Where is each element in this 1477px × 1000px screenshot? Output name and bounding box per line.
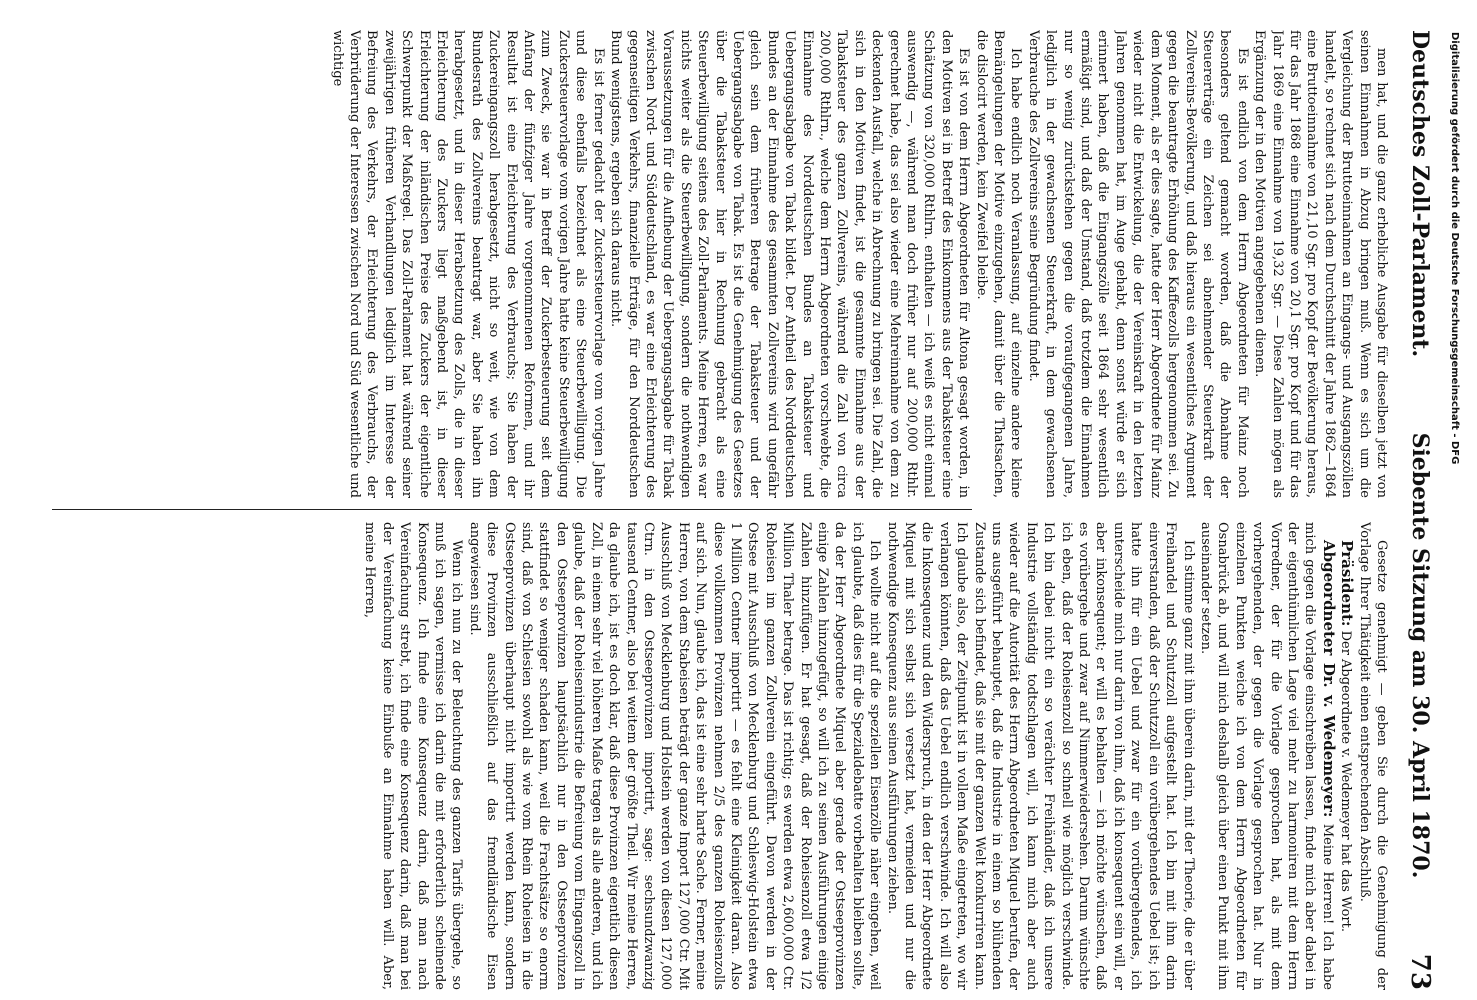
paragraph: Es ist ferner gedacht der Zuckersteuervorlage vom vorigen Jahre und diese ebenfalls bezeichnet als eine Steuerbewilligung. Die Zuckersteuervorlage vom vorigen Jahre hatte keine Steuerbewilligung zum Zweck, sie war in Betreff der Zuckerbesteuerung seit dem Anfang der fünfziger Jahre vorgenommenen Reformen, und ihr Resultat ist eine Erleichterung des Verbrauchs; Sie haben der Zuckereingangszoll herabgesetzt, nicht so weit, wie von dem Bundesrath des Zollvereins beantragt war, aber Sie haben ihn herabgesetzt, und in dieser Herabsetzung des Zolls, die in dieser Erleichterung des Zuckers liegt maßgebend ist, in dieser Erleichterung der inländischen Preise des Zuckers der eigentliche Schwerpunkt der Maßregel. Das Zoll-Parlament hat während seiner zweijährigen früheren Verhandlungen lediglich im Interesse der Befreiung des Verkehrs, der Erleichterung des Verbrauchs, der Verbrüderung der Interessen zwischen Nord und Süd wesentliche und wichtige	[329, 30, 606, 498]
credit-text: Digitalisierung gefördert durch die Deutsche Forschungsgemeinschaft - DFG	[1449, 32, 1461, 465]
paragraph: Wenn ich nun zu der Beleuchtung des ganzen Tarifs übergehe, so muß ich sagen, vermisse ich darin die mit erforderlich scheinende Konsequenz. Ich finde eine Konsequenz darin, daß man nach Vereinfachung strebt, ich finde eine Konsequenz darin, daß man bei der Vereinfachung keine Einbuße an Einnahme haben will. Aber, meine Herren,	[362, 522, 465, 990]
page-header	[1398, 30, 1442, 990]
speech-text: Der Abgeordnete v. Wedemeyer hat das Wort.	[1338, 626, 1354, 932]
paragraph: Gesetze genehmigt — geben Sie durch die Genehmigung der Vorlage Ihrer Thätigkeit einen entsprechenden Abschluß.	[1356, 522, 1389, 990]
newspaper-page	[30, 30, 1442, 990]
speech-text: Meine Herren! Ich habe mich gegen die Vorlage einschreiben lassen, finde mich aber dabei in der eigenthümlichen Lage viel mehr zu harmoniren mit dem Herrn Vorredner, der für die Vorlage gesprochen hat, als mit dem vorhergehenden, der gegen die Vorlage gesprochen hat. Nur in einzelnen Punkten weiche ich von dem Herrn Abgeordneten für Osnabrück ab, und will mich deshalb gleich über einen Punkt mit ihm auseinander setzen.	[1197, 522, 1335, 990]
paragraph	[1337, 522, 1355, 990]
header-publication: Deutsches Zoll-Parlament.	[1407, 30, 1433, 358]
paragraph: Ich habe endlich noch Veranlassung, auf einzelne andere kleine Bemängelungen der Motive einzugehen, damit über die Thatsachen, die dislocirt werden, kein Zweifel bleibe.	[973, 30, 1024, 498]
paragraph: men hat, und die ganz erhebliche Ausgabe für dieselben jetzt von seinen Einnahmen in Abzug bringen muß. Wenn es sich um die Vergleichung der Bruttoeinnahmen an Eingangs- und Ausgangszöllen handelt, so rechnet sich nach dem Durchschnitt der Jahre 1862—1864 eine Bruttoeinnahme von 21,10 Sgr. pro Kopf der Bevölkerung heraus, für das Jahr 1868 eine Einnahme von 20,1 Sgr. pro Kopf und für das Jahr 1869 eine Einnahme von 19,32 Sgr. — Diese Zahlen mögen als Ergänzung der in den Motiven angegebenen dienen.	[1252, 30, 1389, 498]
speaker-name: Präsident:	[1338, 540, 1357, 627]
digitization-credit	[1438, 20, 1472, 980]
paragraph: Ich stimme ganz mit ihm überein darin, mit der Theorie, die er über Freihandel und Schutzzoll aufgestellt hat. Ich bin mit ihm darin einverstanden, daß der Schutzzoll ein vorübergehendes Uebel ist; ich hatte ihn für ein Uebel und zwar für ein vorübergehendes, ich unterscheide mich nur darin von ihm, daß ich konsequent sein will, er aber inkonsequent; er will es behalten — ich möchte wünschen, daß es vorübergehe und zwar auf Nimmerwiedersehen. Darum wünschte ich eben, daß der Roheisenzoll so schnell wie möglich verschwinde. Ich bin dabei nicht ein so verächter Freihändler, daß ich unsere Industrie vollständig todtschlagen will, ich kann mich aber auch wieder auf die Autorität des Herrn Abgeordneten Miquel berufen, der uns ausgeführt behauptet, daß die Industrie in einem so blühenden Zustande sich befindet, daß sie mit der ganzen Welt konkurriren kann. Ich glaube also, der Zeitpunkt ist in vollem Maße eingetreten, wo wir verlangen könnten, daß das Uebel endlich verschwinde. Ich will also die Inkonsequenz und den Widerspruch, in den der Herr Abgeordnete Miquel mit sich selbst sich versetzt hat, vermeiden und nur die nothwendige Konsequenz aus seinen Ausführungen ziehen.	[884, 522, 1196, 990]
header-session: Siebente Sitzung am 30. April 1870.	[1407, 432, 1433, 879]
paragraph	[1197, 522, 1337, 990]
paragraph: Es ist von dem Herrn Abgeordneten für Altona gesagt worden, in den Motiven sei in Betreff des Einkommens aus der Tabaksteuer eine Schätzung von 320,000 Rthlrn. enthalten — ich weiß es nicht einmal auswendig —, während man doch früher nur auf 200,000 Rthlr. gerechnet habe, das sei also wieder eine Mehreinnahme von dem zu deckenden Ausfall, welche in Abrechnung zu bringen sei. Die Zahl, die sich in den Motiven findet, ist die gesammte Einnahme aus der Tabaksteuer des ganzen Zollvereins, während die Zahl von circa 200,000 Rthlrn., welche dem Herrn Abgeordneten vorschwebte, die Einnahme des Norddeutschen Bundes an Tabaksteuer und Uebergangsabgabe von Tabak bildet. Der Antheil des Norddeutschen Bundes an der Einnahme des gesammten Zollvereins wird ungefähr gleich sein dem früheren Betrage der Tabaksteuer und der Uebergangsabgabe von Tabak. Es ist die Genehmigung des Gesetzes über die Tabaksteuer hier in Rechnung gebracht als eine Steuerbewilligung seitens des Zoll-Parlaments. Meine Herren, es war nichts weiter als die Steuerbewilligung, sondern die nothwendigen Voraussetzungen für die Aufhebung der Uebergangsabgabe für Tabak zwischen Nord- und Süddeutschland, es war eine Erleichterung des gegenseitigen Verkehrs, finanzielle Erträge, für den Norddeutschen Bund wenigstens, ergeben sich daraus nicht.	[608, 30, 972, 498]
page-number: 73	[1405, 953, 1435, 990]
paragraph: Es ist endlich von dem Herrn Abgeordneten für Mainz noch besonders geltend gemacht worden, daß die Abnahme der Steuererträge ein Zeichen sei abnehmender Steuerkraft der Zollvereins-Bevölkerung, und daß hieraus ein wesentliches Argument gegen die beantragte Erhöhung des Kaffeezolls hergenommen sei. Zu dem Moment, als er dies sagte, hatte der Herr Abgeordnete für Mainz wieder nicht die Entwickelung, die der Vereinskraft in den letzten Jahren genommen hat, im Auge gehabt, denn sonst würde er sich erinnert haben, daß die Eingangszölle seit 1864 sehr wesentlich ermäßigt sind, und daß der Umstand, daß trotzdem die Einnahmen nur so wenig zurückstehen gegen die voraufgegangenen Jahre, lediglich in der gewachsenen Steuerkraft, in dem gewachsenen Verbrauche des Zollvereins seine Begründung findet.	[1025, 30, 1250, 498]
speaker-name: Abgeordneter Dr. v. Wedemeyer:	[1319, 540, 1338, 818]
column-divider	[52, 509, 972, 510]
text-column-right	[50, 522, 1390, 990]
paragraph: Ich wollte nicht auf die speziellen Eisenzölle näher eingehen, weil ich glaubte, daß dies für die Spezialdebatte vorbehalten bleiben sollte, da der Herr Abgeordnete Miquel aber gerade der Ostseeprovinzen einige Zahlen hinzugefügt, so will ich zu seinen Ausführungen einige Zahlen hinzufügen. Er hat gesagt, daß der Roheisenzoll etwa 1/2 Million Thaler betrage. Das ist richtig; es werden etwa 2,600,000 Ctr. Roheisen im ganzen Zollverein eingeführt. Davon werden in der Ostsee mit Ausschluß von Mecklenburg und Schleswig-Holstein etwa 1 Million Centner importirt — es fehlt eine Kleinigkeit daran. Also diese vollkommen Provinzen nehmen 2/5 des ganzen Roheisenzolls auf sich. Nun, glaube ich, das ist eine sehr harte Sache. Ferner, meine Herren, von dem Stabeisen beträgt der ganze Import 127,000 Ctr. Mit Ausschluß von Mecklenburg und Holstein werden von diesen 127,000 Ctrn. in den Ostseeprovinzen importirt, sage: sechsundzwanzig tausend Centner, also bei weitem der größte Theil. Wir meine Herren, da glaube ich, ist es doch klar, daß diese Provinzen eigentlich diesen Zoll, in einem sehr viel höheren Maße tragen als alle anderen, und ich glaube, daß der Roheisenindustrie die Befreiung vom Eingangszoll in den Ostseeprovinzen hauptsächlich nur in den Ostseeprovinzen stattfindet so weniger schaden kann, weil die Frachtsätze so enorm sind, daß von Schlesien sowohl als wie vom Rhein Roheisen in die Ostseeprovinzen überhaupt nicht importirt werden kann, sondern diese Provinzen ausschließlich auf das fremdländische Eisen angewiesen sind.	[466, 522, 883, 990]
text-column-left	[50, 30, 1390, 498]
